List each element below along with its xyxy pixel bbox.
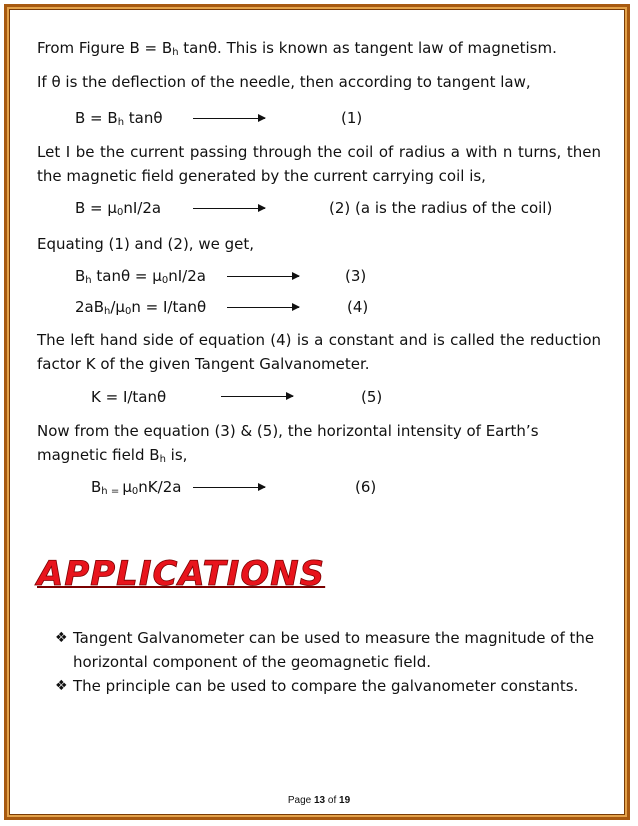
applications-heading: APPLICATIONS: [37, 554, 326, 594]
arrow-icon: [193, 487, 265, 488]
equation-4-number: (4): [347, 298, 369, 316]
equation-6-number: (6): [355, 478, 377, 496]
current-paragraph: Let I be the current passing through the coil of radius a with n turns, then the magnetic field generated by the current carrying coil is,: [37, 143, 601, 185]
horizontal-intensity-line: Now from the equation (3) & (5), the horizontal intensity of Earth’s: [37, 422, 539, 440]
equation-4: $2aB_h/\mu_0n = I/\tan\theta$: [75, 298, 207, 317]
magnetic-field-line: magnetic field $B_h$ is,: [37, 446, 188, 465]
arrow-icon: [193, 208, 265, 209]
equation-6: $B_{h =}$ $\mu_0nK/2a$: [91, 478, 182, 497]
tangent-law-line: From Figure $B = B_h$ tanθ. This is known as tangent law of magnetism.: [37, 39, 557, 58]
diamond-bullet-icon: ❖: [55, 630, 68, 646]
equation-3: $B_h$ $\tan\theta = \mu_0nI/2a$: [75, 267, 206, 286]
page-footer: Page 13 of 19: [287, 795, 351, 806]
equation-5-number: (5): [361, 388, 383, 406]
applications-list: [55, 626, 595, 698]
equation-1: $B = B_h$ tanθ: [75, 109, 163, 128]
reduction-factor-paragraph: The left hand side of equation (4) is a constant and is called the reduction factor K of the given Tangent Galvanometer.: [37, 331, 601, 373]
list-item: ❖ Tangent Galvanometer can be used to measure the magnitude of the horizontal component of the geomagnetic field.: [55, 626, 595, 674]
equating-line: Equating (1) and (2), we get,: [37, 235, 254, 253]
arrow-icon: [221, 396, 293, 397]
deflection-line: If θ is the deflection of the needle, then according to tangent law,: [37, 73, 531, 91]
equation-1-number: (1): [341, 109, 363, 127]
diamond-bullet-icon: ❖: [55, 678, 68, 694]
arrow-icon: [227, 276, 299, 277]
equation-3-number: (3): [345, 267, 367, 285]
arrow-icon: [227, 307, 299, 308]
equation-2: $B = \mu_0nI/2a$: [75, 199, 162, 218]
arrow-icon: [193, 118, 265, 119]
equation-5: K = I/tanθ: [91, 388, 167, 406]
list-item: ❖ The principle can be used to compare the galvanometer constants.: [55, 674, 595, 698]
equation-2-number: (2) (a is the radius of the coil): [329, 199, 553, 217]
